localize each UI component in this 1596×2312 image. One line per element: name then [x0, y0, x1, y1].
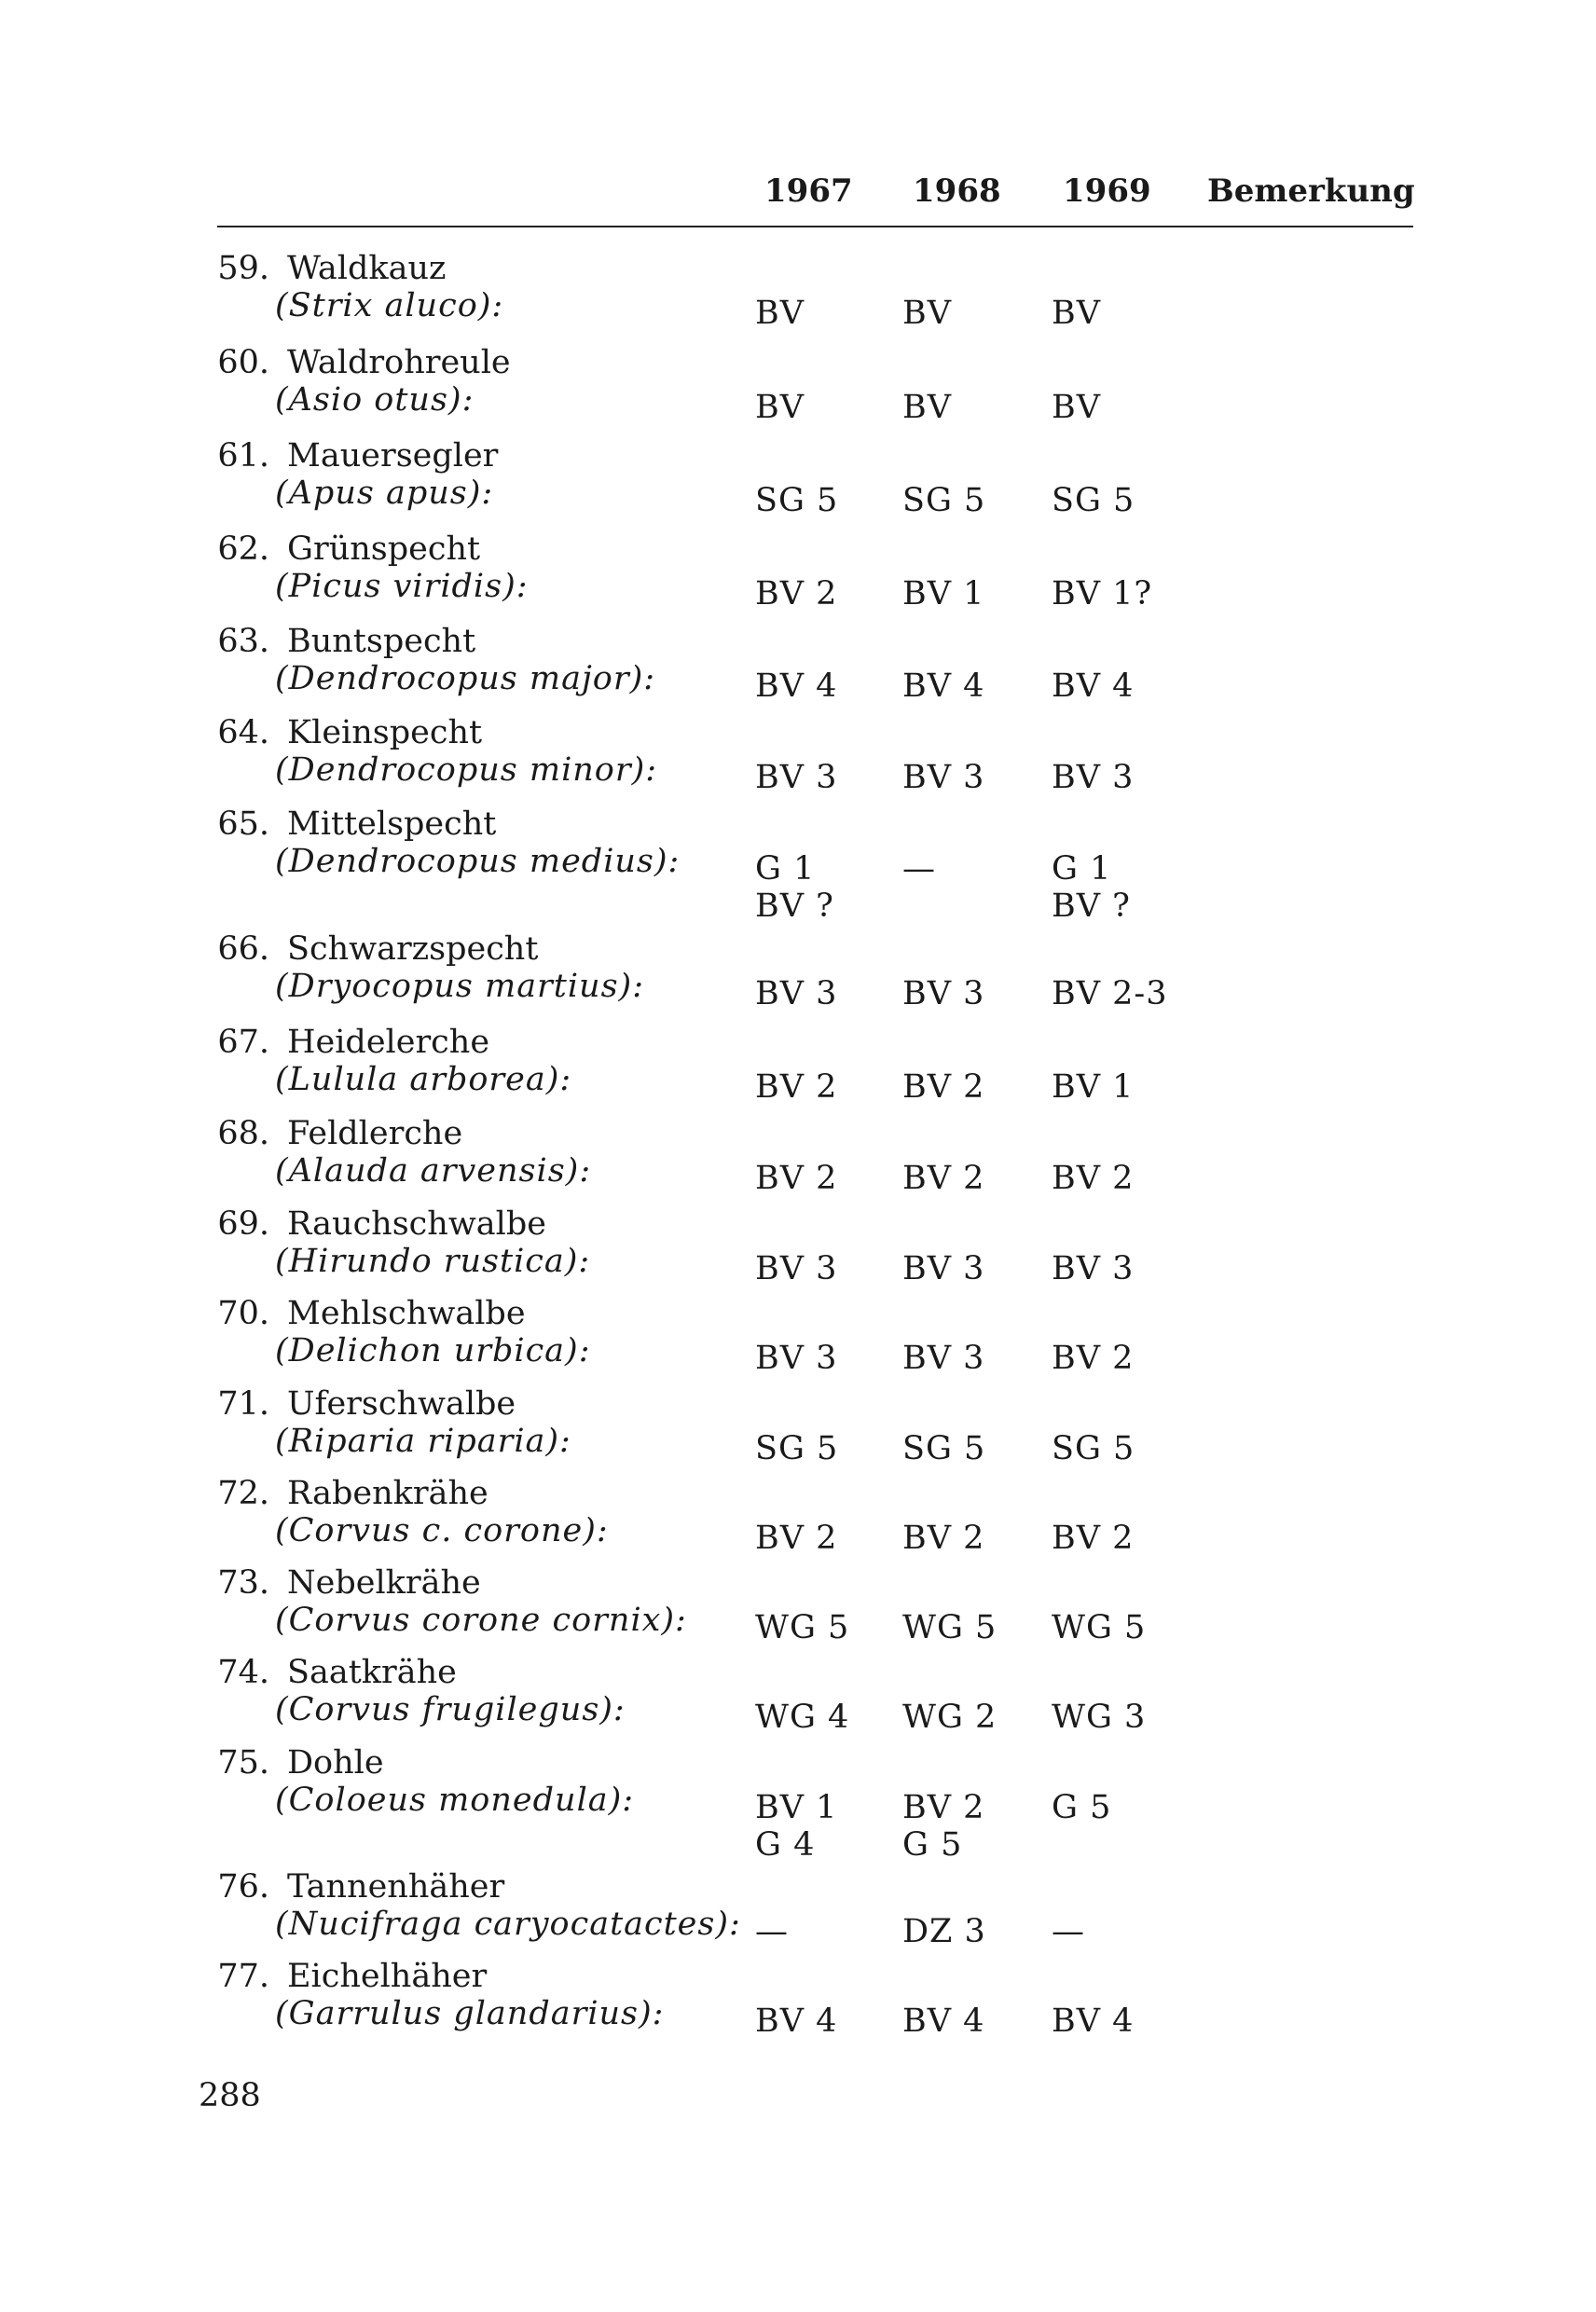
- value-1968: BV 1: [902, 575, 985, 612]
- value-1968: BV: [902, 389, 952, 426]
- row-number: 69.: [217, 1205, 269, 1243]
- species-scientific-name: (Dendrocopus minor):: [275, 751, 658, 789]
- species-common-name: Waldkauz: [287, 250, 447, 287]
- species-scientific-name: (Dryocopus martius):: [275, 968, 644, 1005]
- row-number: 67.: [217, 1024, 269, 1061]
- value-1967: BV 3: [755, 975, 838, 1012]
- value-1968: SG 5: [902, 1430, 986, 1467]
- value-1968: BV 2: [902, 1068, 985, 1106]
- species-scientific-name: (Asio otus):: [275, 381, 475, 419]
- value-1968: BV 3: [902, 975, 985, 1012]
- row-number: 76.: [217, 1868, 269, 1906]
- row-number: 59.: [217, 250, 269, 287]
- value-1967: WG 5: [755, 1609, 850, 1646]
- species-scientific-name: (Dendrocopus medius):: [275, 843, 681, 880]
- value-1968: BV 4: [902, 2002, 985, 2040]
- value-1967: BV 3: [755, 1340, 838, 1377]
- value-1967: BV: [755, 389, 805, 426]
- row-number: 62.: [217, 530, 269, 568]
- species-scientific-name: (Alauda arvensis):: [275, 1152, 592, 1190]
- value-1969: BV: [1052, 389, 1101, 426]
- row-number: 70.: [217, 1295, 269, 1332]
- value-1969: BV 4: [1052, 667, 1135, 705]
- value-1969: SG 5: [1052, 482, 1135, 519]
- value-1968: BV 3: [902, 1250, 985, 1287]
- row-number: 73.: [217, 1564, 269, 1602]
- value-1969: BV ?: [1052, 888, 1131, 925]
- value-1967: BV 4: [755, 2002, 838, 2040]
- value-1967: BV 4: [755, 667, 838, 705]
- header-remark: Bemerkung: [1207, 172, 1415, 210]
- value-1967: BV 2: [755, 1068, 838, 1106]
- species-common-name: Buntspecht: [287, 623, 476, 660]
- row-number: 63.: [217, 623, 269, 660]
- row-number: 75.: [217, 1744, 269, 1782]
- species-scientific-name: (Picus viridis):: [275, 568, 529, 605]
- value-1968: SG 5: [902, 482, 986, 519]
- value-1967: BV 3: [755, 1250, 838, 1287]
- value-1967: —: [755, 1913, 789, 1950]
- row-number: 71.: [217, 1385, 269, 1423]
- value-1969: BV 3: [1052, 1250, 1135, 1287]
- species-scientific-name: (Nucifraga caryocatactes):: [275, 1906, 741, 1943]
- row-number: 77.: [217, 1958, 269, 1995]
- value-1968: G 5: [902, 1826, 963, 1864]
- value-1967: BV 3: [755, 759, 838, 796]
- species-common-name: Rauchschwalbe: [287, 1205, 546, 1243]
- value-1969: —: [1052, 1913, 1085, 1950]
- species-common-name: Uferschwalbe: [287, 1385, 516, 1423]
- species-common-name: Kleinspecht: [287, 714, 483, 751]
- value-1969: G 5: [1052, 1789, 1112, 1826]
- species-common-name: Mehlschwalbe: [287, 1295, 526, 1332]
- species-scientific-name: (Corvus corone cornix):: [275, 1602, 687, 1639]
- page-number: 288: [199, 2077, 261, 2114]
- value-1969: BV 3: [1052, 759, 1135, 796]
- species-scientific-name: (Riparia riparia):: [275, 1423, 571, 1460]
- value-1967: SG 5: [755, 1430, 839, 1467]
- species-common-name: Dohle: [287, 1744, 384, 1782]
- value-1968: DZ 3: [902, 1913, 986, 1950]
- species-common-name: Grünspecht: [287, 530, 481, 568]
- value-1968: BV: [902, 295, 952, 332]
- value-1969: BV 2: [1052, 1520, 1135, 1557]
- value-1969: BV 4: [1052, 2002, 1135, 2040]
- species-common-name: Nebelkrähe: [287, 1564, 481, 1602]
- species-common-name: Waldrohreule: [287, 344, 511, 381]
- species-common-name: Eichelhäher: [287, 1958, 488, 1995]
- species-scientific-name: (Dendrocopus major):: [275, 660, 656, 697]
- value-1967: BV 2: [755, 1160, 838, 1197]
- species-common-name: Mittelspecht: [287, 805, 497, 843]
- value-1968: BV 4: [902, 667, 985, 705]
- value-1969: G 1: [1052, 850, 1112, 888]
- value-1969: WG 5: [1052, 1609, 1147, 1646]
- species-common-name: Mauersegler: [287, 437, 499, 475]
- value-1969: BV 2-3: [1052, 975, 1168, 1012]
- species-scientific-name: (Coloeus monedula):: [275, 1782, 635, 1819]
- species-scientific-name: (Lulula arborea):: [275, 1061, 572, 1098]
- value-1967: G 4: [755, 1826, 816, 1864]
- species-scientific-name: (Delichon urbica):: [275, 1332, 591, 1369]
- value-1969: BV 1?: [1052, 575, 1153, 612]
- species-common-name: Heidelerche: [287, 1024, 490, 1061]
- value-1968: WG 2: [902, 1699, 998, 1736]
- value-1969: SG 5: [1052, 1430, 1135, 1467]
- row-number: 64.: [217, 714, 269, 751]
- row-number: 60.: [217, 344, 269, 381]
- value-1969: BV 1: [1052, 1068, 1135, 1106]
- species-scientific-name: (Strix aluco):: [275, 287, 504, 324]
- species-common-name: Tannenhäher: [287, 1868, 505, 1906]
- row-number: 65.: [217, 805, 269, 843]
- value-1967: SG 5: [755, 482, 839, 519]
- value-1967: BV: [755, 295, 805, 332]
- row-number: 61.: [217, 437, 269, 475]
- species-common-name: Schwarzspecht: [287, 930, 539, 968]
- row-number: 72.: [217, 1475, 269, 1512]
- value-1968: BV 3: [902, 759, 985, 796]
- species-scientific-name: (Hirundo rustica):: [275, 1243, 591, 1280]
- value-1967: G 1: [755, 850, 816, 888]
- value-1969: BV 2: [1052, 1340, 1135, 1377]
- value-1968: WG 5: [902, 1609, 998, 1646]
- header-year-1969: 1969: [1063, 172, 1151, 210]
- row-number: 66.: [217, 930, 269, 968]
- species-scientific-name: (Corvus frugilegus):: [275, 1691, 626, 1728]
- species-scientific-name: (Corvus c. corone):: [275, 1512, 609, 1549]
- value-1967: BV 1: [755, 1789, 838, 1826]
- value-1968: BV 3: [902, 1340, 985, 1377]
- species-scientific-name: (Garrulus glandarius):: [275, 1995, 665, 2032]
- value-1968: BV 2: [902, 1160, 985, 1197]
- header-year-1968: 1968: [913, 172, 1001, 210]
- value-1968: BV 2: [902, 1520, 985, 1557]
- row-number: 74.: [217, 1654, 269, 1691]
- value-1969: WG 3: [1052, 1699, 1147, 1736]
- value-1967: BV 2: [755, 1520, 838, 1557]
- value-1967: BV ?: [755, 888, 834, 925]
- value-1968: —: [902, 850, 936, 888]
- value-1967: WG 4: [755, 1699, 850, 1736]
- row-number: 68.: [217, 1115, 269, 1152]
- value-1967: BV 2: [755, 575, 838, 612]
- value-1969: BV: [1052, 295, 1101, 332]
- value-1969: BV 2: [1052, 1160, 1135, 1197]
- species-common-name: Feldlerche: [287, 1115, 463, 1152]
- species-common-name: Saatkrähe: [287, 1654, 457, 1691]
- header-year-1967: 1967: [764, 172, 853, 210]
- species-common-name: Rabenkrähe: [287, 1475, 488, 1512]
- value-1968: BV 2: [902, 1789, 985, 1826]
- species-scientific-name: (Apus apus):: [275, 475, 494, 512]
